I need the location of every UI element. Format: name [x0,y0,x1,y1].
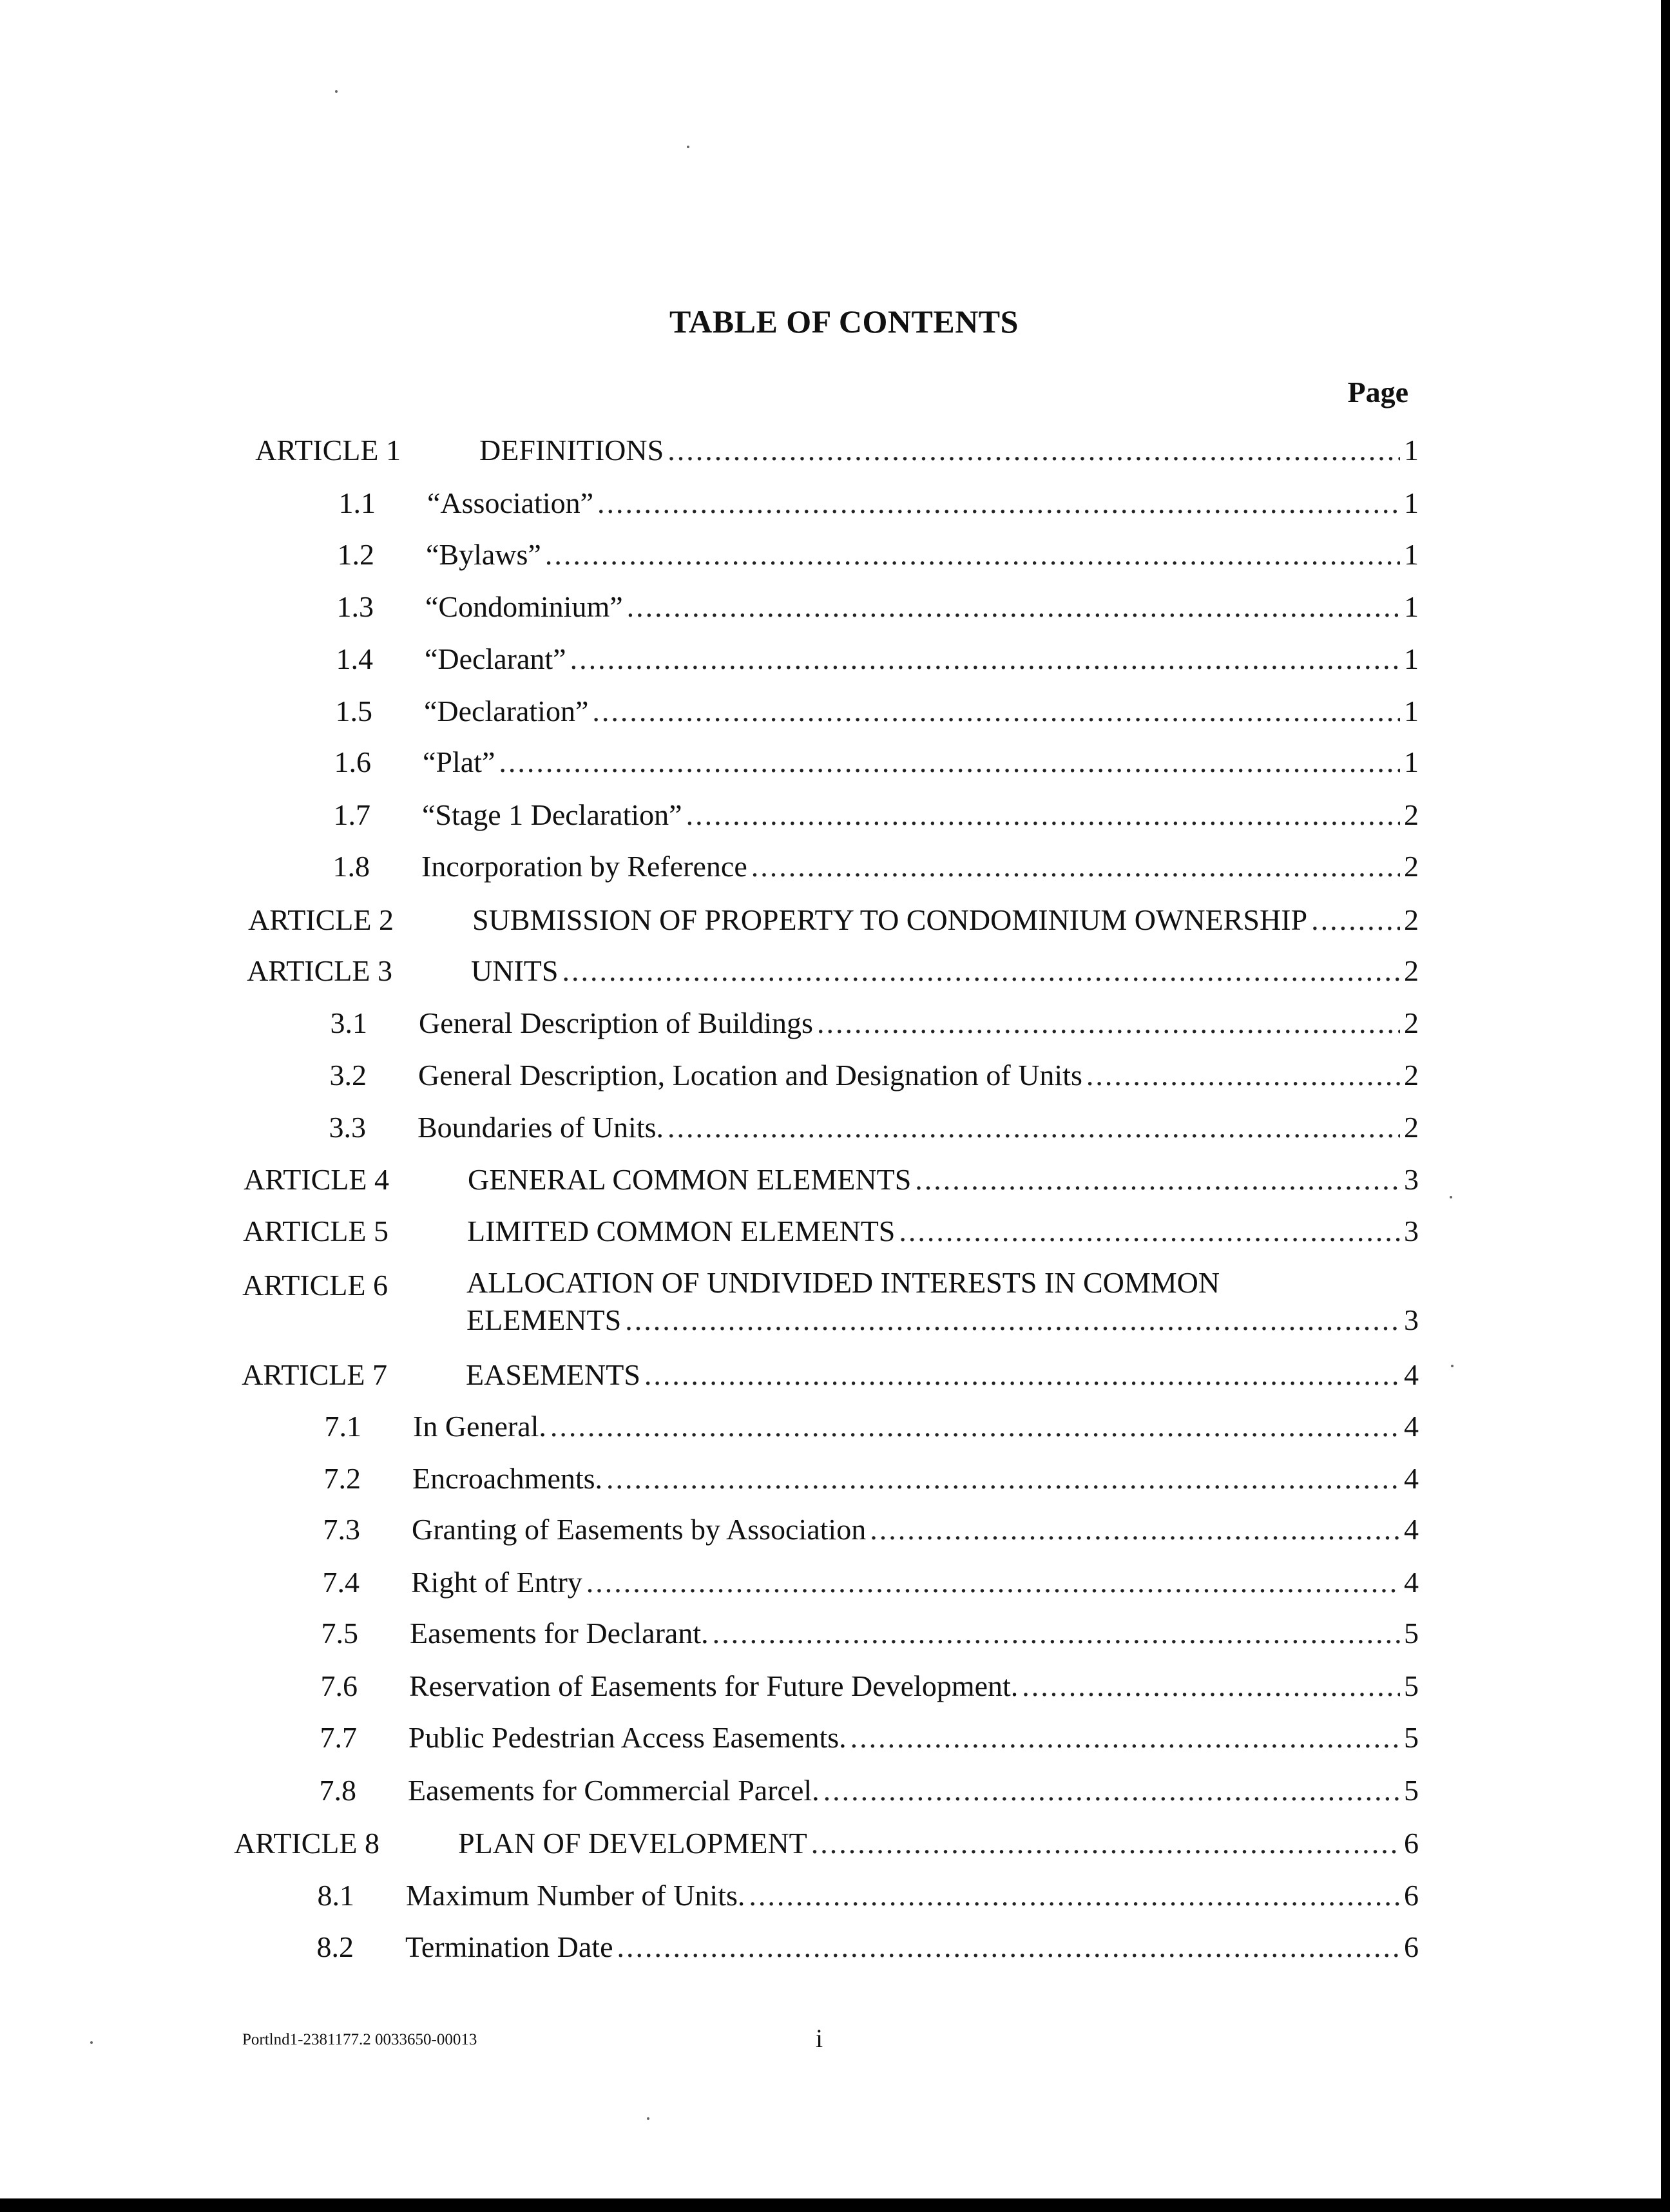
dot-leader [550,1407,1400,1447]
toc-section-row [0,1613,1661,1653]
entry-page-number: 1 [1404,642,1419,675]
section-number: 7.1 [324,1410,361,1443]
toc-entry [472,900,1419,940]
toc-entry [408,1718,1419,1758]
toc-entry [424,691,1419,731]
entry-title: GENERAL COMMON ELEMENTS [468,1163,912,1196]
dot-leader [817,1003,1400,1043]
dot-leader [667,430,1400,470]
toc-entry [408,1771,1419,1811]
dot-leader [625,1300,1400,1340]
toc-entry [411,1563,1419,1602]
entry-title: “Declarant” [425,642,566,675]
entry-title: Incorporation by Reference [421,850,747,883]
entry-title: ELEMENTS [466,1303,622,1336]
entry-title: General Description of Buildings [419,1006,813,1039]
toc-section-row [0,795,1661,835]
section-number: 8.2 [316,1930,354,1963]
section-number: 7.7 [320,1721,357,1754]
toc-section-row [0,1459,1661,1499]
section-number: 7.2 [323,1462,361,1495]
section-number: 1.5 [335,695,372,727]
toc-article-row [0,430,1661,470]
toc-section-row [0,1718,1661,1758]
scan-speck [90,2041,93,2044]
entry-page-number: 2 [1404,903,1419,936]
section-number: 7.4 [322,1566,360,1599]
entry-title: “Bylaws” [426,538,541,571]
dot-leader [899,1211,1400,1251]
article-number: ARTICLE 2 [248,903,394,936]
dot-leader [617,1927,1401,1967]
entry-page-number: 4 [1404,1358,1419,1391]
entry-page-number: 5 [1404,1774,1419,1807]
dot-leader [1022,1666,1400,1706]
article-number: ARTICLE 8 [234,1827,379,1860]
toc-entry [423,742,1419,782]
entry-title: EASEMENTS [466,1358,640,1391]
section-number: 3.1 [330,1006,367,1039]
toc-article-row [0,900,1661,940]
toc-article-row [0,1355,1661,1395]
entry-page-number: 3 [1404,1215,1419,1247]
entry-title: “Stage 1 Declaration” [422,798,682,831]
entry-page-number: 4 [1404,1513,1419,1546]
toc-article-row [0,1265,1661,1345]
entry-page-number: 1 [1404,434,1419,466]
toc-entry [418,1055,1419,1095]
entry-page-number: 3 [1404,1303,1419,1336]
entry-title: “Plat” [423,745,495,778]
entry-page-number: 1 [1404,486,1419,519]
scan-speck [647,2117,649,2120]
toc-section-row [0,1003,1661,1043]
footer-page-number: i [816,2024,823,2053]
entry-title: Reservation of Easements for Future Development. [409,1669,1019,1702]
section-number: 7.6 [320,1669,358,1702]
dot-leader [570,639,1400,679]
dot-leader [627,587,1400,627]
toc-section-row [0,1510,1661,1550]
entry-title: PLAN OF DEVELOPMENT [458,1827,807,1860]
toc-section-row [0,691,1661,731]
dot-leader [545,535,1400,575]
article-number: ARTICLE 6 [242,1269,388,1302]
toc-section-row [0,1666,1661,1706]
toc-article-row [0,1211,1661,1251]
toc-entry [466,1355,1419,1395]
dot-leader [592,691,1400,731]
page-column-header: Page [1347,376,1408,409]
entry-page-number: 2 [1404,954,1419,987]
section-number: 7.8 [319,1774,356,1807]
toc-entry [405,1927,1419,1967]
article-number: ARTICLE 7 [242,1358,387,1391]
toc-entry [422,795,1419,835]
toc-entry [471,951,1419,991]
toc-section-row [0,535,1661,575]
toc-entry [410,1613,1419,1653]
entry-page-number: 4 [1404,1410,1419,1443]
toc-entry [467,1211,1419,1251]
scan-speck [335,90,338,93]
entry-page-number: 4 [1404,1462,1419,1495]
section-number: 3.2 [329,1059,367,1092]
entry-page-number: 4 [1404,1566,1419,1599]
toc-entry [421,847,1419,887]
dot-leader [686,795,1400,835]
entry-title: Easements for Commercial Parcel. [408,1774,820,1807]
toc-entry [479,430,1419,470]
toc-article-row [0,1160,1661,1200]
toc-title: TABLE OF CONTENTS [669,303,1019,340]
dot-leader [751,847,1400,887]
entry-title: “Declaration” [424,695,589,727]
section-number: 1.4 [336,642,373,675]
toc-section-row [0,1407,1661,1447]
entry-title: Easements for Declarant. [410,1617,709,1649]
toc-section-row [0,742,1661,782]
entry-title: “Association” [427,486,594,519]
dot-leader [1086,1055,1400,1095]
dot-leader [606,1459,1400,1499]
entry-title: UNITS [471,954,559,987]
entry-title: General Description, Location and Designation of Units [418,1059,1082,1092]
section-number: 7.5 [321,1617,358,1649]
entry-page-number: 2 [1404,798,1419,831]
toc-entry [468,1160,1419,1200]
toc-entry [419,1003,1419,1043]
entry-page-number: 6 [1404,1827,1419,1860]
entry-page-number: 6 [1404,1879,1419,1912]
entry-line-2 [466,1300,1419,1340]
toc-section-row [0,1927,1661,1967]
toc-entry [466,1265,1419,1340]
article-number: ARTICLE 5 [243,1215,389,1247]
dot-leader [915,1160,1400,1200]
entry-page-number: 1 [1404,745,1419,778]
dot-leader [562,951,1400,991]
dot-leader [870,1510,1400,1550]
dot-leader [811,1823,1400,1863]
dot-leader [823,1771,1400,1811]
article-number: ARTICLE 1 [255,434,401,466]
toc-section-row [0,847,1661,887]
article-number: ARTICLE 4 [244,1163,389,1196]
entry-page-number: 2 [1404,1111,1419,1144]
toc-entry [418,1108,1419,1148]
entry-title: DEFINITIONS [479,434,664,466]
entry-title: Public Pedestrian Access Easements. [408,1721,847,1754]
entry-title: Right of Entry [411,1566,582,1599]
entry-title: Granting of Easements by Association [412,1513,867,1546]
toc-entry [425,587,1419,627]
entry-page-number: 5 [1404,1617,1419,1649]
toc-entry [425,639,1419,679]
dot-leader [586,1563,1400,1602]
toc-section-row [0,1108,1661,1148]
entry-page-number: 6 [1404,1930,1419,1963]
toc-entry [458,1823,1419,1863]
toc-entry [412,1510,1419,1550]
toc-entry [427,483,1419,523]
toc-section-row [0,1771,1661,1811]
dot-leader [667,1108,1400,1148]
section-number: 3.3 [329,1111,366,1144]
section-number: 1.3 [336,590,374,623]
entry-title: Boundaries of Units. [418,1111,664,1144]
toc-article-row [0,1823,1661,1863]
section-number: 8.1 [317,1879,354,1912]
section-number: 7.3 [323,1513,360,1546]
section-number: 1.7 [333,798,370,831]
toc-entry [426,535,1419,575]
entry-title: LIMITED COMMON ELEMENTS [467,1215,896,1247]
scan-speck [1451,1365,1454,1367]
toc-section-row [0,639,1661,679]
entry-title: Encroachments. [412,1462,603,1495]
toc-entry [406,1876,1419,1916]
entry-page-number: 1 [1404,695,1419,727]
scan-speck [687,146,689,148]
scan-speck [1450,1196,1452,1198]
toc-section-row [0,1563,1661,1602]
entry-page-number: 3 [1404,1163,1419,1196]
dot-leader [597,483,1400,523]
dot-leader [1311,900,1400,940]
entry-page-number: 1 [1404,538,1419,571]
toc-entry [412,1459,1419,1499]
entry-line-1 [466,1265,1419,1300]
entry-page-number: 5 [1404,1721,1419,1754]
entry-page-number: 2 [1404,850,1419,883]
dot-leader [499,742,1400,782]
footer-document-id: Portlnd1-2381177.2 0033650-00013 [242,2031,477,2048]
toc-section-row [0,483,1661,523]
section-number: 1.8 [332,850,370,883]
section-number: 1.6 [334,745,371,778]
article-number: ARTICLE 3 [247,954,392,987]
entry-page-number: 1 [1404,590,1419,623]
toc-entry [413,1407,1419,1447]
toc-entry [409,1666,1419,1706]
entry-page-number: 2 [1404,1059,1419,1092]
entry-title: In General. [413,1410,546,1443]
entry-title: Termination Date [405,1930,613,1963]
dot-leader [713,1613,1400,1653]
toc-article-row [0,951,1661,991]
entry-page-number: 5 [1404,1669,1419,1702]
entry-title: ALLOCATION OF UNDIVIDED INTERESTS IN COMMON [466,1266,1220,1299]
entry-title: SUBMISSION OF PROPERTY TO CONDOMINIUM OWNERSHIP [472,903,1308,936]
section-number: 1.1 [338,486,376,519]
toc-section-row [0,1876,1661,1916]
entry-page-number: 2 [1404,1006,1419,1039]
entry-title: “Condominium” [425,590,623,623]
entry-title: Maximum Number of Units. [406,1879,745,1912]
toc-section-row [0,587,1661,627]
dot-leader [850,1718,1400,1758]
toc-section-row [0,1055,1661,1095]
dot-leader [749,1876,1400,1916]
section-number: 1.2 [337,538,374,571]
dot-leader [644,1355,1400,1395]
